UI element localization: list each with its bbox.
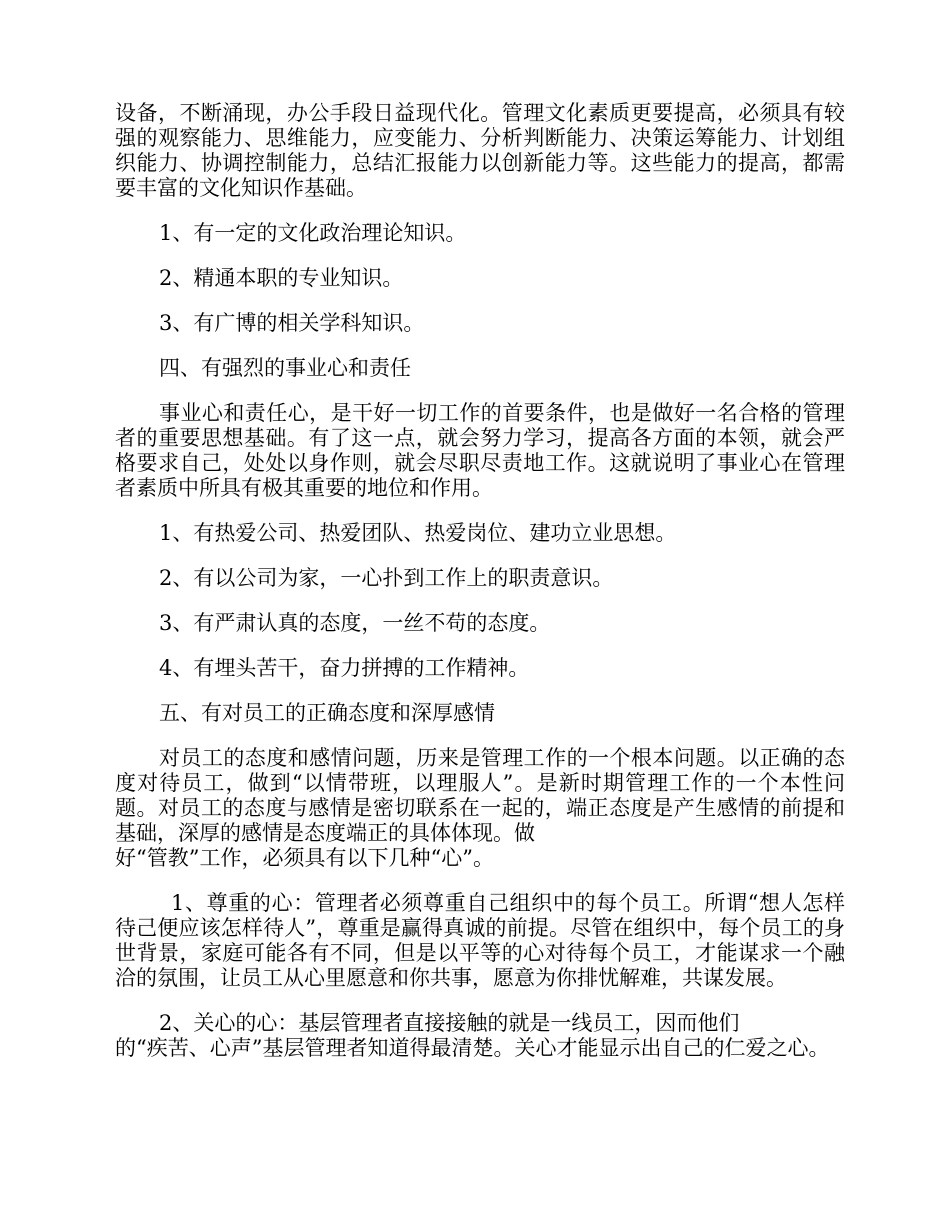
list-item-care-line2: 的“疾苦、心声”基层管理者知道得最清楚。关心才能显示出自己的仁爱之心。 — [115, 1036, 830, 1060]
paragraph-intro: 设备，不断涌现，办公手段日益现代化。管理文化素质更要提高，必须具有较强的观察能力、思维能力，应变能力、分析判断能力、决策运筹能力、计划组织能力、协调控制能力，总结汇报能力以创新能力等。这些能力的提高，都需要丰富的文化知识作基础。 — [115, 101, 845, 200]
paragraph-attitude-line2: 好“管教”工作，必须具有以下几种“心”。 — [115, 846, 494, 870]
list-item-dedication-4: 4、有埋头苦干，奋力拼搏的工作精神。 — [159, 656, 530, 680]
list-item-care-line1: 2、关心的心：基层管理者直接接触的就是一线员工，因而他们 — [159, 1011, 740, 1035]
list-item-dedication-2: 2、有以公司为家，一心扑到工作上的职责意识。 — [159, 566, 614, 590]
list-item-respect: 1、尊重的心：管理者必须尊重自己组织中的每个员工。所谓“想人怎样待己便应该怎样待人”，尊重是赢得真诚的前提。尽管在组织中，每个员工的身世背景，家庭可能各有不同，但是以平等的心对待每个员工，才能谋求一个融洽的氛围，让员工从心里愿意和你共事，愿意为你排忧解难，共谋发展。 — [115, 891, 845, 990]
list-item-care — [115, 1011, 845, 1061]
list-item-dedication-1: 1、有热爱公司、热爱团队、热爱岗位、建功立业思想。 — [159, 521, 677, 545]
section-heading-4: 四、有强烈的事业心和责任 — [159, 356, 411, 380]
section-heading-5: 五、有对员工的正确态度和深厚感情 — [159, 701, 495, 725]
paragraph-attitude-line1: 对员工的态度和感情问题，历来是管理工作的一个根本问题。以正确的态度对待员工，做到“以情带班，以理服人”。是新时期管理工作的一个本性问题。对员工的态度与感情是密切联系在一起的，端正态度是产生感情的前提和基础，深厚的感情是态度端正的具体体现。做 — [115, 746, 845, 845]
paragraph-dedication: 事业心和责任心，是干好一切工作的首要条件，也是做好一名合格的管理者的重要思想基础。有了这一点，就会努力学习，提高各方面的本领，就会严格要求自己，处处以身作则，就会尽职尽责地工作。这就说明了事业心在管理者素质中所具有极其重要的地位和作用。 — [115, 401, 845, 500]
list-item-knowledge-2: 2、精通本职的专业知识。 — [159, 266, 404, 290]
list-item-knowledge-3: 3、有广博的相关学科知识。 — [159, 311, 425, 335]
document-body — [115, 101, 845, 1081]
list-item-knowledge-1: 1、有一定的文化政治理论知识。 — [159, 221, 467, 245]
paragraph-attitude — [115, 746, 845, 871]
list-item-dedication-3: 3、有严肃认真的态度，一丝不苟的态度。 — [159, 611, 551, 635]
